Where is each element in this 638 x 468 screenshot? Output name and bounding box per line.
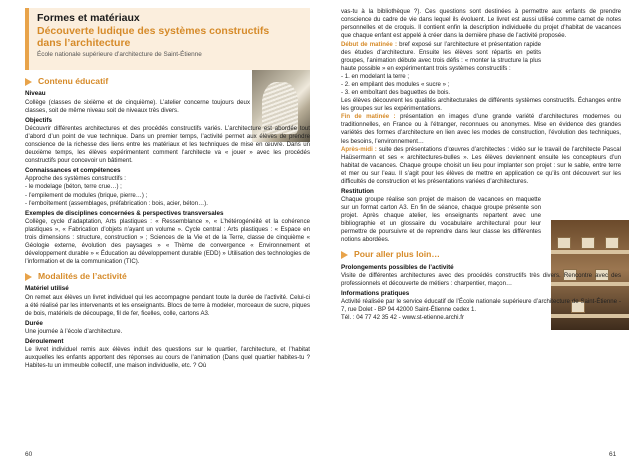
list-item: - le modelage (béton, terre crue…) ;	[25, 183, 122, 191]
heading-materiel: Matériel utilisé	[25, 285, 69, 293]
page-subtitle-line1: Découverte ludique des systèmes constructifs	[37, 25, 270, 38]
text-apres: suite des présentations d’œuvres d’architectes : vidéo sur le travail de l’architecte Pascal Haüsermann et ses « architectures-bulles ». Les élèves deviennent ensuite les concepteurs d’un habitat de vacances. Chaque groupe choisit un lieu pour implanter son projet : sur le sable, entre terre et mer ou sur l’eau. Il s’agit pour les élèves de mettre en application ce qu’ils ont découvert sur les difficultés de construction et les présentations variées d’architectures.	[341, 145, 621, 185]
section-title-modalites: Modalités de l’activité	[38, 271, 127, 282]
page-number-right: 61	[609, 451, 617, 458]
text-contact: Tél. : 04 77 42 35 42 - www.st-etienne.archi.fr	[341, 314, 464, 322]
page-title: Formes et matériaux	[37, 12, 140, 24]
text-duree: Une journée à l’école d’architecture.	[25, 328, 123, 336]
page-number-left: 60	[25, 451, 33, 458]
heading-duree: Durée	[25, 319, 43, 327]
heading-connaissances: Connaissances et compétences	[25, 167, 121, 175]
text-infos: Activité réalisée par le service éducatif de l’École nationale supérieure d’architecture de Saint-Étienne - 7, rue Dolet - BP 94 42000 Saint-Étienne cedex 1.	[341, 298, 621, 314]
right-page	[319, 0, 638, 468]
label-debut: Début de matinée :	[341, 41, 397, 49]
page-subtitle-line2: dans l’architecture	[37, 37, 131, 50]
label-apres: Après-midi :	[341, 145, 377, 153]
school-name: École nationale supérieure d’architecture de Saint-Étienne	[37, 51, 202, 59]
text-deroulement: Le livret individuel remis aux élèves induit des questions sur le quartier, l’architecture, et l’habitat auxquelles les enfants apportent des réponses au cours de l’animation (Dans quel quartier habites-tu ? Habites-tu un immeuble collectif, une maison individuelle, etc. ? Où	[25, 346, 310, 370]
list-item: - l’empilement de modules (brique, pierre…) ;	[25, 191, 148, 199]
heading-deroulement: Déroulement	[25, 338, 64, 346]
list-item: - l’emboîtement (assemblages, préfabrication : bois, acier, béton…).	[25, 199, 208, 207]
left-column	[25, 74, 310, 371]
heading-objectifs: Objectifs	[25, 116, 52, 124]
heading-niveau: Niveau	[25, 90, 46, 98]
list-item: - 2. en empilant des modules « sucre » ;	[341, 81, 450, 89]
text-debut-end: Les élèves découvrent les qualités architecturales de différents systèmes constructifs. Échanges entre les groupes sur les expérimentations.	[341, 97, 621, 113]
text-objectifs: Découvrir différentes architectures et des procédés constructifs variés. L’architecture est abordée tout d’abord d’un point de vue technique. Dans un premier temps, l’activité permet aux élèves de prendre conscience de la richesse des liens entre les matériaux et les techniques de mise en œuvre. Dans un deuxième temps, les élèves expérimentent comment l’architecte va « jouer » avec les procédés constructifs pour concevoir un bâtiment.	[25, 125, 310, 165]
label-fin: Fin de matinée :	[341, 113, 396, 121]
heading-restitution: Restitution	[341, 187, 374, 195]
triangle-bullet-icon	[25, 273, 32, 281]
title-block	[25, 8, 310, 70]
text-restitution: Chaque groupe réalise son projet de maison de vacances en maquette sur un format carton A3. En fin de séance, chaque groupe présente son projet. Après chaque atelier, les enseignants repartent avec une bibliographie et un glossaire du vocabulaire architectural pour leur permettre de poursuivre et de reprendre dans leur classe les différentes notions abordées.	[341, 195, 541, 244]
list-item: - 1. en modelant la terre ;	[341, 73, 410, 81]
text-debut: bref exposé sur l’architecture et présentation rapide des études d’architecture. Ensuite les élèves sont répartis en petits groupes, l’animation débute avec trois défis : « monter la structure la plus haute possible » en expérimentant trois systèmes constructifs :	[341, 41, 541, 73]
text-prolongements: Visite de différentes architectures avec des procédés constructifs très divers. Rencontre avec des professionnels et découverte de métiers : charpentier, maçon…	[341, 271, 621, 287]
text-niveau: Collège (classes de sixième et de cinquième). L’atelier concerne toujours deux classes, soit de même niveau soit de niveaux très divers.	[25, 98, 250, 114]
heading-prolongements: Prolongements possibles de l’activité	[341, 263, 454, 271]
right-column	[341, 8, 621, 322]
triangle-bullet-icon	[25, 78, 32, 86]
heading-infos: Informations pratiques	[341, 289, 410, 297]
section-modalites	[25, 271, 310, 282]
text-disciplines: Collège, cycle d’adaptation, Arts plastiques : « Ressemblance », « L’hétérogénéité et la cohérence plastiques », « Fabrication d’objets n’ayant un volume ». Cycle central : Arts plastiques : « Espace en trois dimensions : structure, construction » ; Sciences de la Vie et de la Terre, classe de cinquième « Géologie externe, évolution des paysages » « Thème de convergence « Environnement et développement durable » « Éducation au développement durable (EDD) » Utilisation des technologies de l’information et de la communication (TIC).	[25, 217, 310, 266]
text-fin: présentation en images d’une grande variété d’architectures modernes ou traditionnelles, en France ou à l’étranger, reconnues ou anonymes. Mise en évidence des grandes variétés des formes d’architecture en lien avec les modes de construction, l’évolution des techniques, les besoins, l’environnement…	[341, 113, 621, 145]
triangle-bullet-icon	[341, 251, 348, 259]
section-contenu	[25, 76, 310, 87]
heading-disciplines: Exemples de disciplines concernées & perspectives transversales	[25, 209, 224, 217]
text-materiel: On remet aux élèves un livret individuel qui les accompagne pendant toute la durée de l’activité. Celui-ci a été réalisé par les intervenants et les enseignants. Blocs de terre à modeler, morceaux de sucre, piques de bois, matériels de découpage, fil de fer, ficelles, colle, cartons A3.	[25, 293, 310, 317]
section-loin	[341, 249, 621, 260]
section-title-contenu: Contenu éducatif	[38, 76, 109, 86]
section-title-loin: Pour aller plus loin…	[354, 249, 440, 260]
list-item: - 3. en emboîtant des baguettes de bois.	[341, 89, 451, 97]
text-intro: vas-tu à la bibliothèque ?). Ces questions sont destinées à permettre aux enfants de prendre conscience du cadre de vie dans lequel ils évoluent. Le livret est aussi utilisé comme carnet de notes personnelles et de croquis. Il contient enfin la description individuelle du projet d’habitat de vacances que chaque enfant est appelé à créer dans la dernière phase de l’activité proposée.	[341, 8, 621, 40]
list-item: Approche des systèmes constructifs :	[25, 175, 126, 183]
